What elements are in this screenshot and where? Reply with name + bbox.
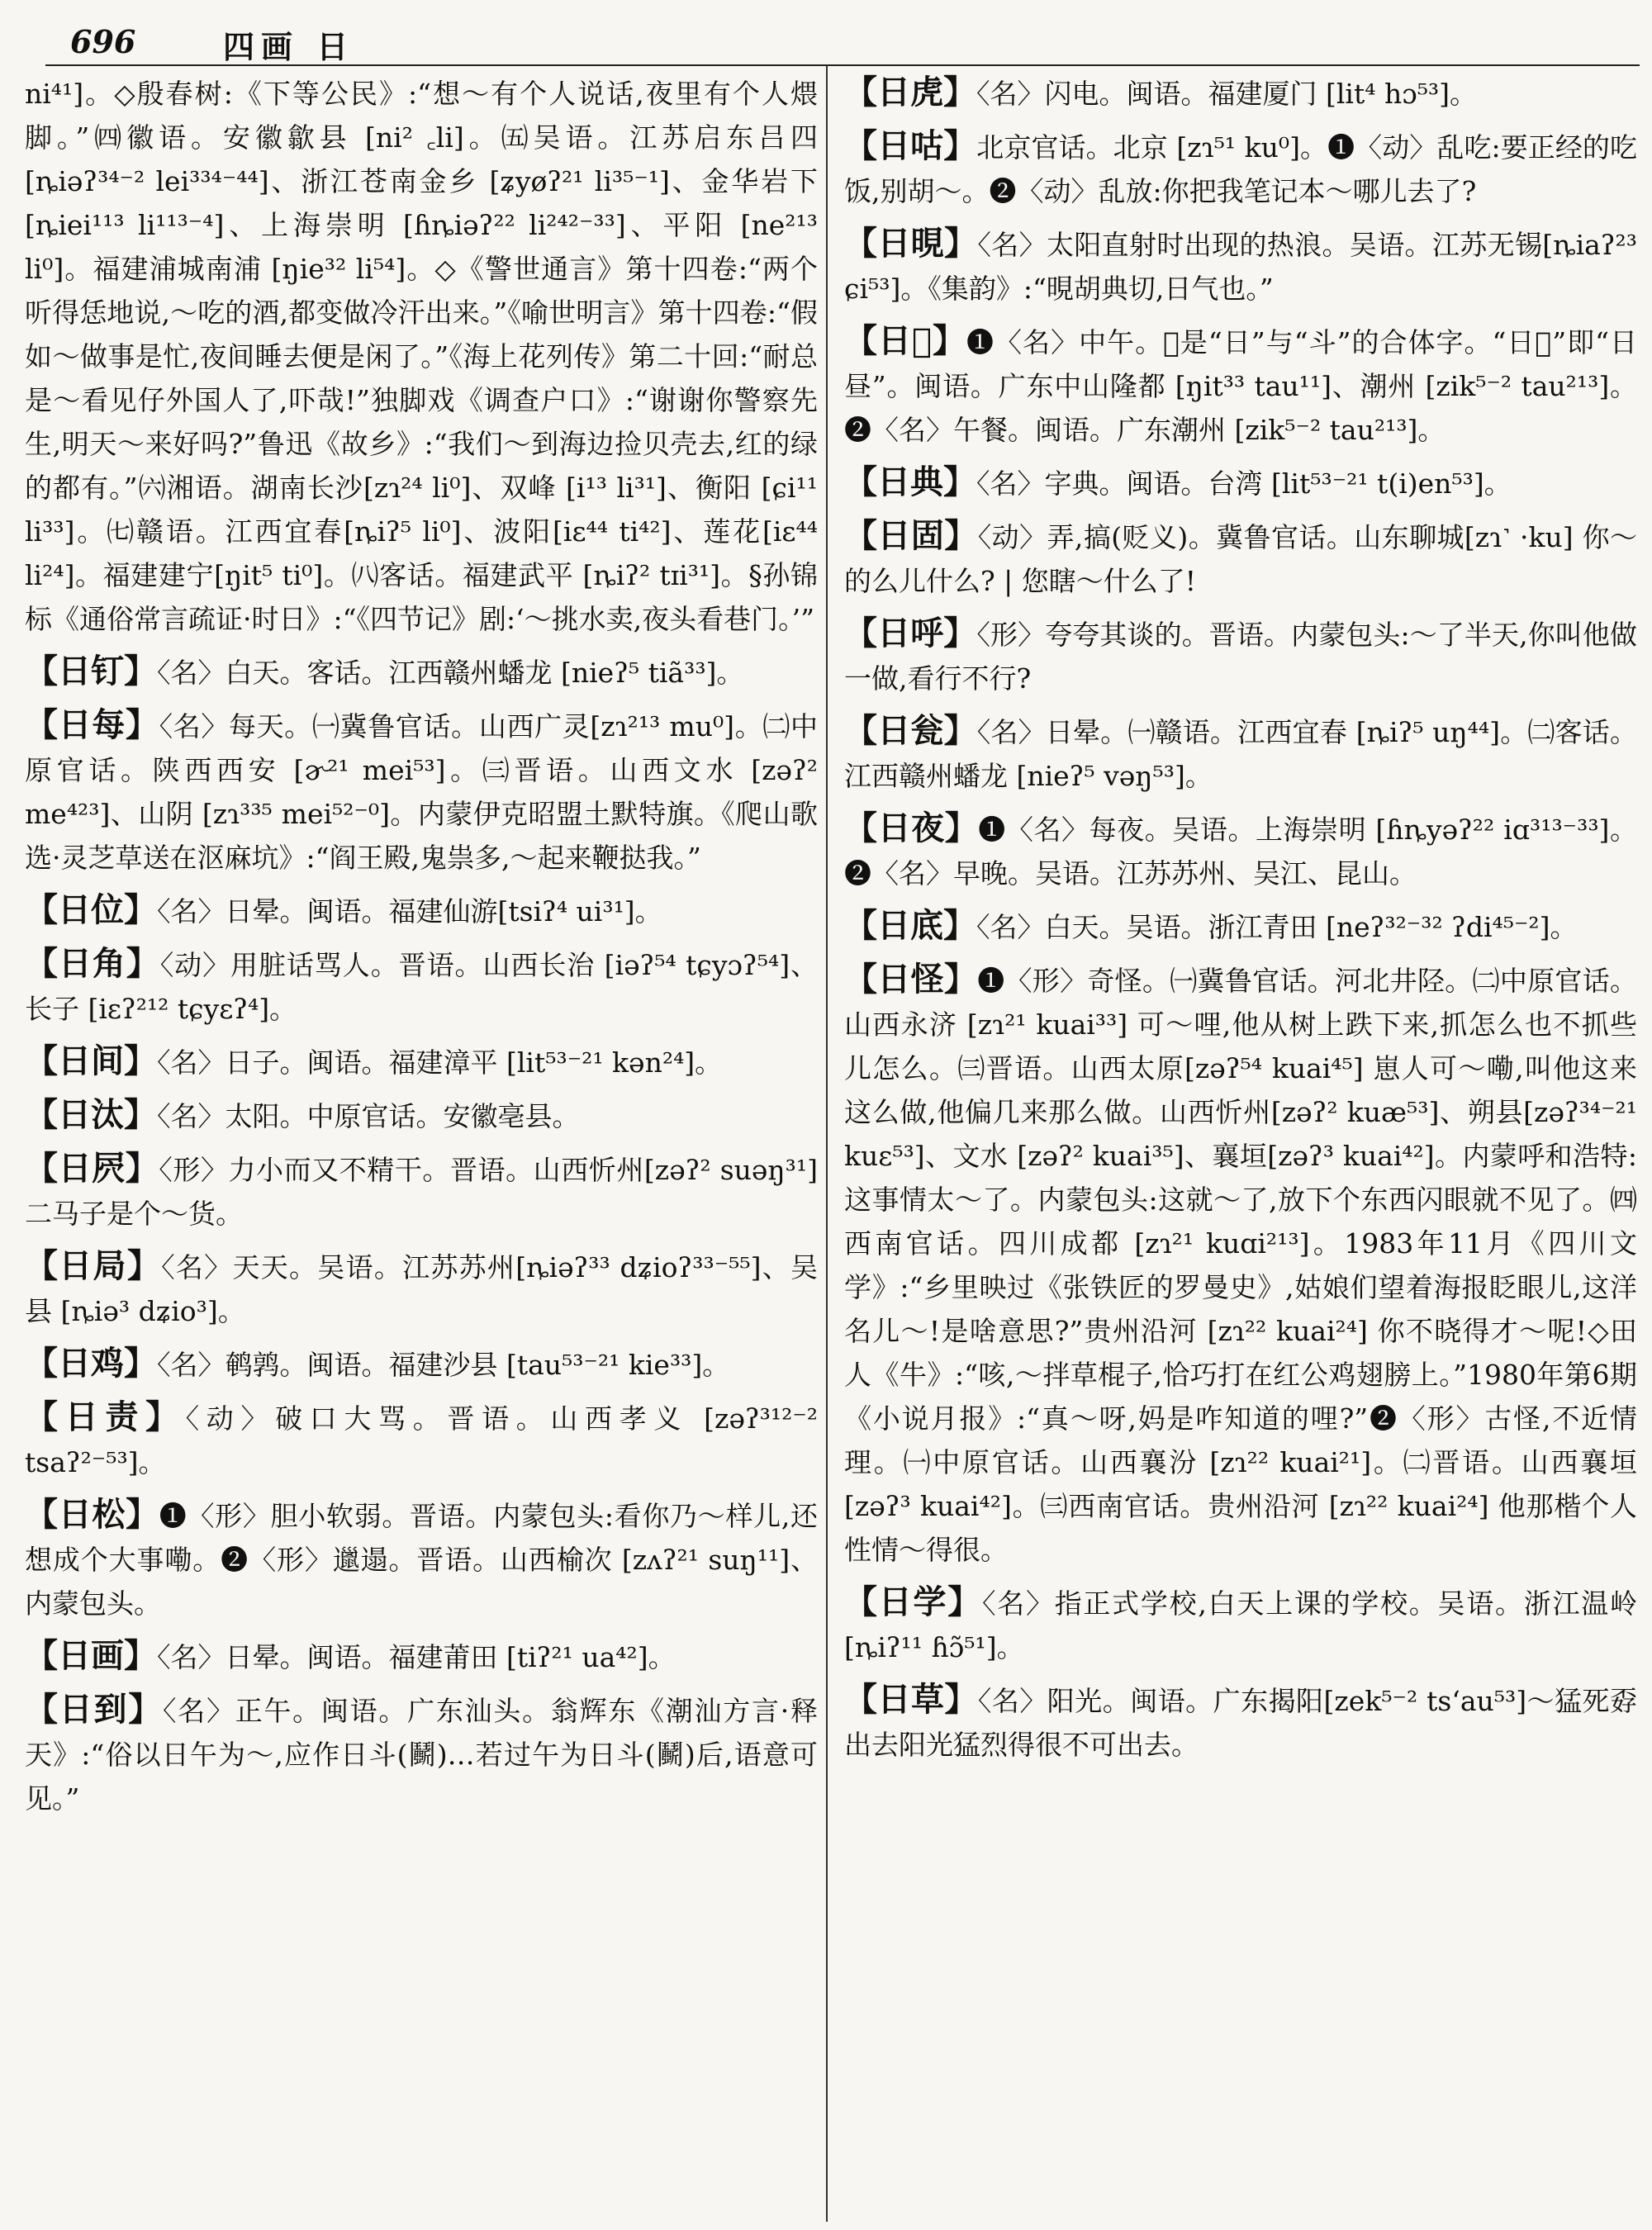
left-column	[25, 70, 818, 1829]
entry-definition: 〈名〉白天。吴语。浙江青田 [neʔ³²⁻³² ʔdi⁴⁵⁻²]。	[976, 911, 1578, 943]
entry-definition: 〈名〉日晕。闽语。福建莆田 [tiʔ²¹ ua⁴²]。	[157, 1641, 676, 1673]
entry-headword: 【日怪】	[844, 960, 978, 999]
entry-headword: 【日固】	[844, 516, 978, 555]
entry-headword: 【日瓮】	[844, 711, 977, 750]
dictionary-entry	[25, 649, 818, 695]
dictionary-entry	[844, 319, 1637, 452]
dictionary-entry	[844, 70, 1637, 116]
entry-headword: 【日底】	[844, 906, 976, 945]
entry-headword: 【日钉】	[25, 652, 157, 690]
dictionary-entry	[25, 1146, 818, 1236]
entry-definition: 〈名〉日晕。闽语。福建仙游[tsiʔ⁴ ui³¹]。	[157, 895, 662, 928]
entry-headword: 【日𣆎】	[844, 321, 967, 360]
entry-definition: 〈名〉日晕。㈠赣语。江西宜春 [ȵiʔ⁵ uŋ⁴⁴]。㈡客话。江西赣州蟠龙 [nieʔ⁵ vəŋ⁵³]。	[844, 716, 1637, 792]
entry-headword: 【日汰】	[25, 1095, 157, 1134]
entry-definition: ni⁴¹]。◇殷春树:《下等公民》:“想～有个人说话,夜里有个人煨脚。”㈣徽语。安徽歙县 [ni² ꜀li]。㈤吴语。江苏启东吕四 [ȵiəʔ³⁴⁻² lei³³⁴⁻⁴⁴]、浙江苍南金乡 [ʑyøʔ²¹ li³⁵⁻¹]、金华岩下[ȵiei¹¹³ li¹¹³⁻⁴]、上海崇明 [ɦȵiəʔ²² li²⁴²⁻³³]、平阳 [ne²¹³ li⁰]。福建浦城南浦 [ŋie³² li⁵⁴]。◇《警世通言》第十四卷:“两个听得恁地说,～吃的酒,都变做冷汗出来。”《喻世明言》第十四卷:“假如～做事是忙,夜间睡去便是闲了。”《海上花列传》第二十回:“耐总是～看见仔外国人了,吓哉!”独脚戏《调查户口》:“谢谢你警察先生,明天～来好吗?”鲁迅《故乡》:“我们～到海边捡贝壳去,红的绿的都有。”㈥湘语。湖南长沙[zɿ²⁴ li⁰]、双峰 [i¹³ li³¹]、衡阳 [ɕi¹¹ li³³]。㈦赣语。江西宜春[ȵiʔ⁵ li⁰]、波阳[iɛ⁴⁴ ti⁴²]、莲花[iɛ⁴⁴ li²⁴]。福建建宁[ŋit⁵ ti⁰]。㈧客话。福建武平 [ȵiʔ² tɪi³¹]。§孙锦标《通俗常言疏证·时日》:“《四节记》剧:‘～挑水卖,夜头看巷门。’”	[25, 78, 818, 635]
entry-definition: ❶〈名〉每夜。吴语。上海崇明 [ɦȵyəʔ²² iɑ³¹³⁻³³]。❷〈名〉早晚。吴语。江苏苏州、吴江、昆山。	[844, 814, 1637, 890]
dictionary-entry	[844, 709, 1637, 798]
dictionary-entry	[25, 1634, 818, 1679]
entry-headword: 【日虎】	[844, 73, 976, 112]
entry-definition: 〈名〉天天。吴语。江苏苏州[ȵiəʔ³³ dʑioʔ³³⁻⁵⁵]、吴县 [ȵiə³ dʑio³]。	[25, 1251, 819, 1327]
entry-definition: 〈名〉鹌鹑。闽语。福建沙县 [tau⁵³⁻²¹ kie³³]。	[157, 1349, 730, 1381]
entry-definition: 〈名〉正午。闽语。广东汕头。翁辉东《潮汕方言·释天》:“俗以日午为～,应作日斗(鬭)…若过午为日斗(鬭)后,语意可见。”	[25, 1695, 818, 1815]
entry-headword: 【日学】	[844, 1582, 982, 1621]
entry-definition: ❶〈形〉胆小软弱。晋语。内蒙包头:看你乃～样儿,还想成个大事嘞。❷〈形〉邋遢。晋语。山西榆次 [zʌʔ²¹ suŋ¹¹]、内蒙包头。	[25, 1500, 819, 1620]
entry-definition: 〈名〉阳光。闽语。广东揭阳[zek⁵⁻² tsʻau⁵³]～猛死孬出去阳光猛烈得很不可出去。	[844, 1685, 1637, 1761]
entry-headword: 【日鸡】	[25, 1344, 157, 1383]
dictionary-entry	[844, 1580, 1637, 1669]
dictionary-entry	[844, 460, 1637, 505]
dictionary-entry	[844, 806, 1637, 895]
dictionary-entry	[25, 1492, 818, 1625]
entry-headword: 【日位】	[25, 890, 157, 929]
column-divider	[826, 66, 828, 2222]
entry-headword: 【日画】	[25, 1636, 157, 1675]
dictionary-entry	[25, 70, 818, 641]
entry-definition: 〈名〉指正式学校,白天上课的学校。吴语。浙江温岭 [ȵiʔ¹¹ ɦɔ̃⁵¹]。	[844, 1587, 1637, 1663]
dictionary-entry	[25, 1039, 818, 1084]
entry-definition: 〈名〉每天。㈠冀鲁官话。山西广灵[zɿ²¹³ mu⁰]。㈡中原官话。陕西西安 [ɚ²¹ mei⁵³]。㈢晋语。山西文水 [zəʔ² me⁴²³]、山阴 [zɿ³³⁵ mei⁵²⁻⁰]。内蒙伊克昭盟土默特旗。《爬山歌选·灵芝草送在沤麻坑》:“阎王殿,鬼祟多,～起来鞭挞我。”	[25, 710, 818, 874]
entry-definition: 北京官话。北京 [zɿ⁵¹ ku⁰]。❶〈动〉乱吃:要正经的吃饭,别胡～。❷〈动〉乱放:你把我笔记本～哪儿去了?	[844, 131, 1638, 207]
entry-definition: 〈动〉破口大骂。晋语。山西孝义 [zəʔ³¹²⁻² tsaʔ²⁻⁵³]。	[25, 1402, 818, 1478]
dictionary-entry	[25, 1244, 818, 1333]
dictionary-entry	[844, 1677, 1637, 1767]
dictionary-entry	[25, 703, 818, 880]
dictionary-entry	[844, 904, 1637, 949]
entry-definition: ❶〈形〉奇怪。㈠冀鲁官话。河北井陉。㈡中原官话。山西永济 [zɿ²¹ kuai³³] 可～哩,他从树上跌下来,抓怎么也不抓些儿怎么。㈢晋语。山西太原[zəʔ⁵⁴ kuai⁴⁵] 崽人可～嘞,叫他这来这么做,他偏几来那么做。山西忻州[zəʔ² kuæ⁵³]、朔县[zəʔ³⁴⁻²¹ kuɛ⁵³]、文水 [zəʔ² kuai³⁵]、襄垣[zəʔ³ kuai⁴²]。内蒙呼和浩特:这事情太～了。内蒙包头:这就～了,放下个东西闪眼就不见了。㈣西南官话。四川成都 [zɿ²¹ kuɑi²¹³]。1983年11月《四川文学》:“乡里映过《张铁匠的罗曼史》,姑娘们望着海报眨眼儿,这洋名儿～!是啥意思?”贵州沿河 [zɿ²² kuai²⁴] 你不晓得才～呢!◇田人《牛》:“咳,～拌草棍子,恰巧打在红公鸡翅膀上。”1980年第6期《小说月报》:“真～呀,妈是咋知道的哩?”❷〈形〉古怪,不近情理。㈠中原官话。山西襄汾 [zɿ²² kuai²¹]。㈡晋语。山西襄垣[zəʔ³ kuai⁴²]。㈢西南官话。贵州沿河 [zɿ²² kuai²⁴] 他那楷个人性情～得很。	[844, 965, 1638, 1566]
entry-definition: 〈名〉闪电。闽语。福建厦门 [lit⁴ hɔ⁵³]。	[976, 78, 1478, 110]
entry-headword: 【日草】	[844, 1680, 978, 1719]
dictionary-entry	[25, 942, 818, 1031]
entry-definition: 〈形〉力小而又不精干。晋语。山西忻州[zəʔ² suəŋ³¹] 二马子是个～货。	[25, 1154, 818, 1230]
right-column	[844, 70, 1637, 1775]
page-number: 696	[70, 23, 136, 60]
dictionary-entry	[844, 957, 1637, 1572]
entry-headword: 【日夜】	[844, 809, 979, 847]
entry-headword: 【日呼】	[844, 614, 977, 652]
entry-headword: 【日咕】	[844, 126, 977, 165]
entry-definition: 〈名〉太阳。中原官话。安徽亳县。	[157, 1100, 580, 1132]
dictionary-entry	[844, 221, 1637, 311]
entry-definition: ❶〈名〉中午。𣆎是“日”与“斗”的合体字。“日𣆎”即“日昼”。闽语。广东中山隆都 [ŋit³³ tau¹¹]、潮州 [zik⁵⁻² tau²¹³]。❷〈名〉午餐。闽语。广东潮州 [zik⁵⁻² tau²¹³]。	[844, 326, 1637, 446]
dictionary-entry	[844, 514, 1637, 603]
entry-definition: 〈动〉用脏话骂人。晋语。山西长治 [iəʔ⁵⁴ tɕyɔʔ⁵⁴]、长子 [iɛʔ²¹² tɕyɛʔ⁴]。	[25, 949, 819, 1025]
entry-definition: 〈名〉字典。闽语。台湾 [lit⁵³⁻²¹ t(i)en⁵³]。	[976, 467, 1512, 500]
entry-definition: 〈形〉夸夸其谈的。晋语。内蒙包头:～了半天,你叫他做一做,看行不行?	[844, 619, 1638, 695]
dictionary-entry	[844, 124, 1637, 213]
entry-headword: 【日松】	[25, 1495, 159, 1534]
page-header	[45, 15, 1640, 66]
dictionary-entry	[25, 1341, 818, 1387]
entry-definition: 〈名〉白天。客话。江西赣州蟠龙 [nieʔ⁵ tiã³³]。	[157, 657, 744, 689]
entry-headword: 【日局】	[25, 1246, 162, 1285]
entry-headword: 【日责】	[25, 1397, 186, 1436]
entry-headword: 【日间】	[25, 1041, 157, 1080]
entry-definition: 〈名〉太阳直射时出现的热浪。吴语。江苏无锡[ȵiaʔ²³ ɕi⁵³]。《集韵》:“晛胡典切,日气也。”	[844, 229, 1638, 305]
dictionary-entry	[25, 888, 818, 933]
dictionary-entry	[25, 1395, 818, 1484]
entry-headword: 【日每】	[25, 705, 159, 744]
entry-headword: 【日角】	[25, 944, 160, 983]
dictionary-entry	[844, 611, 1637, 700]
entry-definition: 〈名〉日子。闽语。福建漳平 [lit⁵³⁻²¹ kən²⁴]。	[157, 1046, 723, 1079]
section-title: 四画 日	[223, 28, 355, 65]
entry-headword: 【日晛】	[844, 224, 978, 263]
entry-definition: 〈动〉弄,搞(贬义)。冀鲁官话。山东聊城[zɿ˺ ·ku] 你～的么儿什么? | 您瞎～什么了!	[844, 521, 1637, 597]
entry-headword: 【日典】	[844, 463, 976, 501]
entry-headword: 【日屄】	[25, 1149, 159, 1188]
dictionary-entry	[25, 1093, 818, 1138]
dictionary-entry	[25, 1687, 818, 1820]
entry-headword: 【日到】	[25, 1690, 163, 1729]
